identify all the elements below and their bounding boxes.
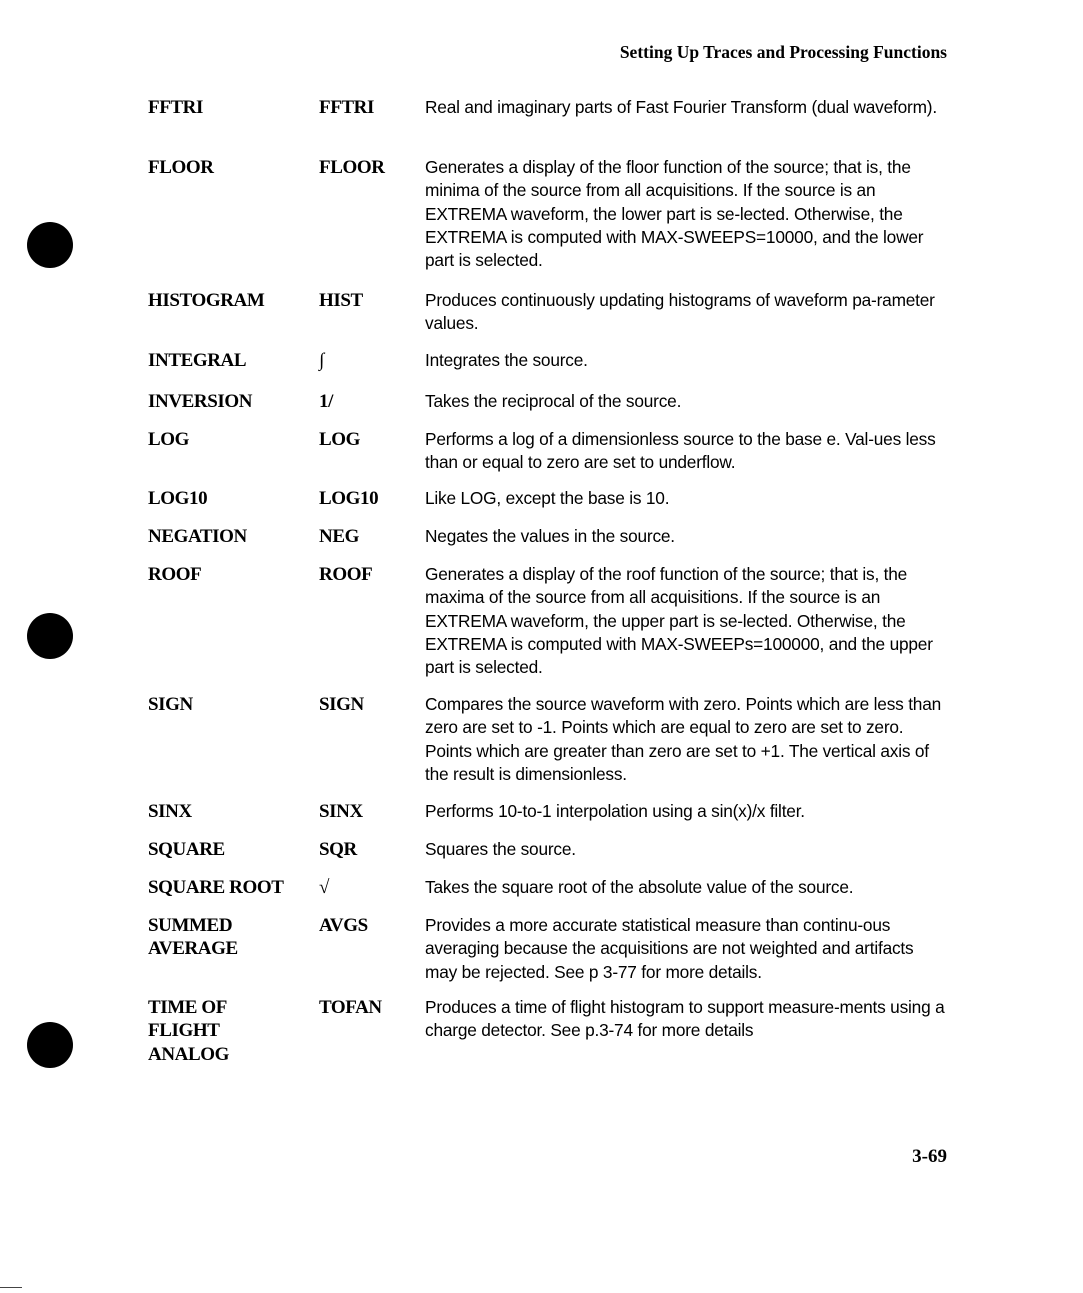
function-abbreviation: NEG — [319, 526, 359, 547]
function-description: Compares the source waveform with zero. Points which are less than zero are set to -1. Points which are equal to zero are set to zero. Points which are greater than zero are set to +1. The vertical axis of the result is dimensionless. — [425, 694, 942, 784]
binder-hole-bottom — [27, 1022, 73, 1068]
binder-hole-middle — [27, 613, 73, 659]
function-description: Negates the values in the source. — [425, 526, 675, 546]
binder-hole-top — [27, 222, 73, 268]
function-name: SIGN — [148, 694, 193, 715]
function-name: HISTOGRAM — [148, 290, 265, 311]
function-name: SINX — [148, 801, 192, 822]
function-name: INTEGRAL — [148, 350, 247, 371]
function-abbreviation: AVGS — [319, 915, 368, 936]
function-description: Generates a display of the roof function of the source; that is, the maxima of the source from all acquisitions. If the source is an EXTREMA waveform, the upper part is se-lected. Otherwise, the EXTREMA is computed with MAX-SWEEPs=100000, and the upper part is selected. — [425, 564, 933, 678]
function-abbreviation: SIGN — [319, 694, 364, 715]
function-description: Takes the square root of the absolute value of the source. — [425, 877, 854, 897]
function-description: Generates a display of the floor function of the source; that is, the minima of the source from all acquisitions. If the source is an EXTREMA waveform, the lower part is se-lected. Otherwise, the EXTREMA is computed with MAX-SWEEPS=10000, and the lower part is selected. — [425, 157, 924, 271]
function-abbreviation: ROOF — [319, 564, 373, 585]
function-abbreviation: LOG — [319, 429, 361, 450]
function-abbreviation: 1/ — [319, 391, 333, 412]
page-number: 3-69 — [912, 1146, 947, 1167]
function-name: TIME OF FLIGHT ANALOG — [148, 997, 229, 1065]
scan-edge-mark — [0, 1287, 22, 1288]
function-name: LOG10 — [148, 488, 208, 509]
function-description: Real and imaginary parts of Fast Fourier Transform (dual waveform). — [425, 97, 937, 117]
function-description: Performs a log of a dimensionless source to the base e. Val-ues less than or equal to zero are set to underflow. — [425, 429, 936, 473]
function-abbreviation: SINX — [319, 801, 363, 822]
function-description: Takes the reciprocal of the source. — [425, 391, 682, 411]
function-description: Like LOG, except the base is 10. — [425, 488, 670, 508]
function-abbreviation: √ — [319, 877, 330, 898]
function-name: NEGATION — [148, 526, 247, 547]
function-abbreviation: HIST — [319, 290, 363, 311]
function-name: FLOOR — [148, 157, 214, 178]
function-name: ROOF — [148, 564, 202, 585]
function-description: Performs 10-to-1 interpolation using a sin(x)/x filter. — [425, 801, 805, 821]
function-abbreviation: FLOOR — [319, 157, 385, 178]
function-description: Produces a time of flight histogram to support measure-ments using a charge detector. See p.3-74 for more details — [425, 997, 945, 1041]
running-header: Setting Up Traces and Processing Functions — [619, 42, 947, 62]
function-abbreviation: TOFAN — [319, 997, 382, 1018]
function-description: Produces continuously updating histograms of waveform pa-rameter values. — [425, 290, 935, 334]
function-name: LOG — [148, 429, 190, 450]
function-abbreviation: LOG10 — [319, 488, 379, 509]
function-description: Integrates the source. — [425, 350, 588, 370]
function-name: SUMMED AVERAGE — [148, 915, 238, 960]
function-name: INVERSION — [148, 391, 253, 412]
function-description: Squares the source. — [425, 839, 576, 859]
function-name: FFTRI — [148, 97, 204, 118]
function-abbreviation: FFTRI — [319, 97, 375, 118]
function-name: SQUARE — [148, 839, 225, 860]
function-abbreviation: ∫ — [319, 350, 324, 371]
function-abbreviation: SQR — [319, 839, 357, 860]
function-description: Provides a more accurate statistical measure than continu-ous averaging because the acquisitions are not weighted and artifacts may be rejected. See p 3-77 for more details. — [425, 915, 914, 982]
function-name: SQUARE ROOT — [148, 877, 284, 898]
